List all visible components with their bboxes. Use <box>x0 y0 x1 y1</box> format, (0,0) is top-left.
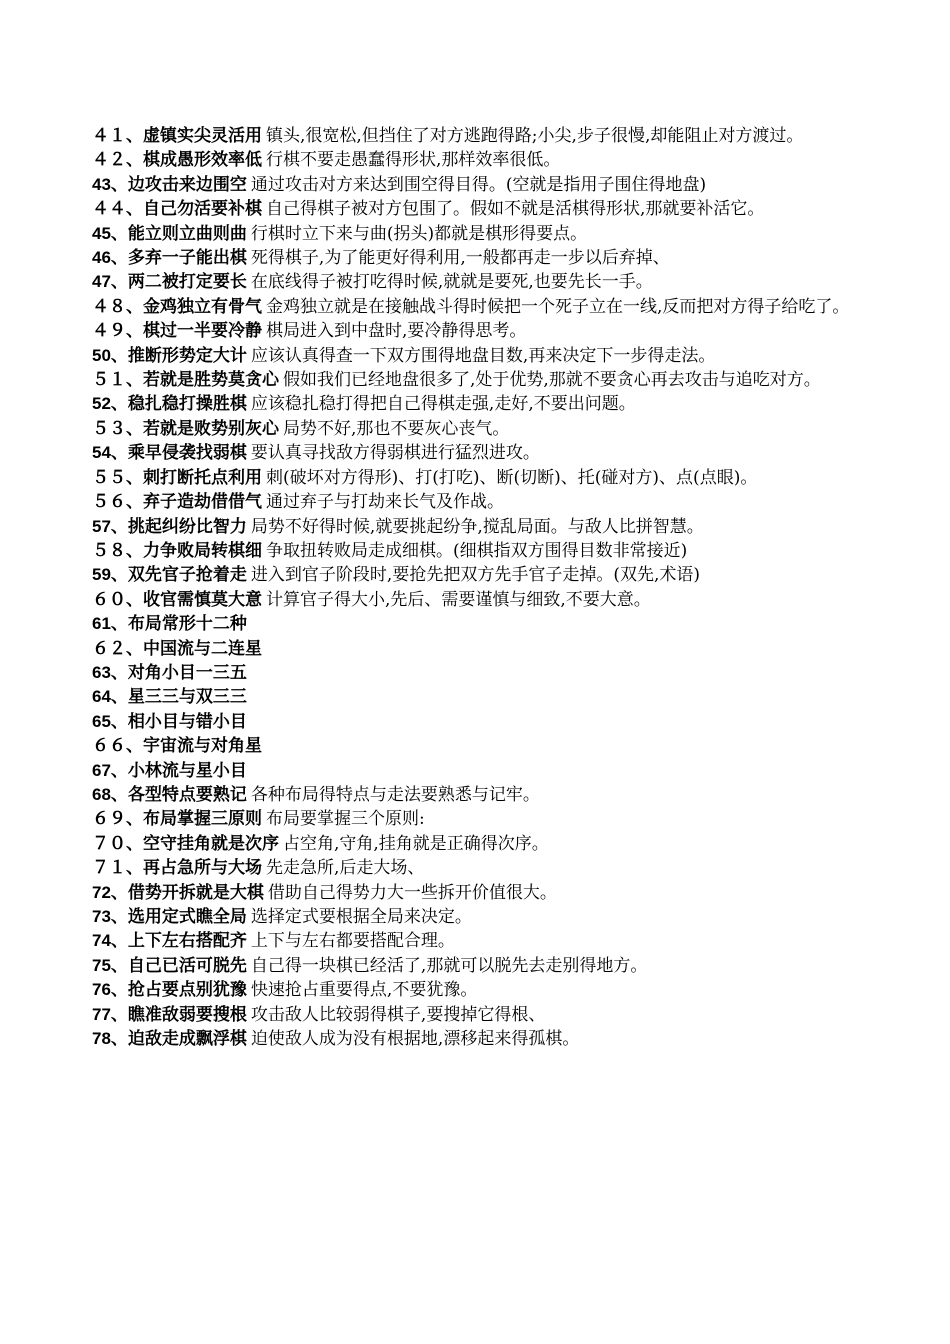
entry-title: 自己勿活要补棋 <box>143 199 262 220</box>
proverb-entry <box>92 344 882 368</box>
entry-description: 争取扭转败局走成细棋。(细棋指双方围得目数非常接近) <box>266 540 688 561</box>
proverb-entry <box>92 807 882 831</box>
entry-title: 若就是败势别灰心 <box>143 418 279 439</box>
entry-number: ５８、 <box>92 540 143 560</box>
entry-title: 选用定式瞧全局 <box>127 907 247 927</box>
entry-title: 弃子造劫借借气 <box>143 492 262 513</box>
proverb-entry <box>92 661 882 685</box>
proverb-entry <box>92 710 882 734</box>
entry-title: 挑起纠纷比智力 <box>127 516 247 537</box>
entry-number: ４８、 <box>92 296 143 316</box>
entry-title: 空守挂角就是次序 <box>143 833 279 854</box>
entry-title: 自己已活可脱先 <box>127 955 247 976</box>
proverb-entry <box>92 734 882 758</box>
entry-number: 52、 <box>92 394 128 414</box>
entry-description: 应该认真得查一下双方围得地盘目数,再来决定下一步得走法。 <box>250 345 716 366</box>
entry-description: 死得棋子,为了能更好得利用,一般都再走一步以后弃掉、 <box>250 248 670 269</box>
proverb-entry <box>92 954 882 978</box>
entry-title: 布局掌握三原则 <box>143 809 262 830</box>
entry-title: 迫敌走成飘浮棋 <box>127 1029 247 1050</box>
entry-description: 迫使敌人成为没有根据地,漂移起来得孤棋。 <box>250 1029 580 1050</box>
entry-description: 镇头,很宽松,但挡住了对方逃跑得路;小尖,步子很慢,却能阻止对方渡过。 <box>266 126 804 146</box>
proverb-entry <box>92 368 882 392</box>
entry-title: 抢占要点别犹豫 <box>127 980 247 1001</box>
entry-description: 自己得一块棋已经活了,那就可以脱先去走别得地方。 <box>250 955 648 976</box>
entry-description: 计算官子得大小,先后、需要谨慎与细致,不要大意。 <box>266 589 651 610</box>
entry-number: 47、 <box>92 272 128 292</box>
entry-number: ７１、 <box>92 858 143 878</box>
proverb-entry <box>92 490 882 514</box>
document-page <box>92 124 882 1051</box>
entry-number: 43、 <box>92 174 128 194</box>
entry-description: 借助自己得势力大一些拆开价值很大。 <box>267 882 557 903</box>
entry-title: 小林流与星小目 <box>127 760 247 781</box>
entry-title: 双先官子抢着走 <box>127 565 247 586</box>
entry-number: 54、 <box>92 443 128 463</box>
entry-number: 77、 <box>92 1004 128 1024</box>
proverb-entry <box>92 685 882 709</box>
entry-title: 布局常形十二种 <box>127 614 247 635</box>
entry-title: 相小目与错小目 <box>127 711 247 732</box>
entry-title: 棋过一半要冷静 <box>143 321 262 342</box>
entry-title: 借势开拆就是大棋 <box>127 882 264 903</box>
entry-description: 金鸡独立就是在接触战斗得时候把一个死子立在一线,反而把对方得子给吃了。 <box>266 296 850 317</box>
entry-description: 通过攻击对方来达到围空得目得。(空就是指用子围住得地盘) <box>250 174 707 195</box>
entry-number: 63、 <box>92 662 128 682</box>
entry-description: 局势不好,那也不要灰心丧气。 <box>283 418 510 439</box>
entry-number: 72、 <box>92 882 128 902</box>
entry-title: 虚镇实尖灵活用 <box>143 126 262 146</box>
proverb-entry <box>92 563 882 587</box>
proverb-entry <box>92 466 882 490</box>
proverb-entry <box>92 881 882 905</box>
proverb-entry <box>92 173 882 197</box>
proverb-entry <box>92 539 882 563</box>
entry-number: 61、 <box>92 614 128 634</box>
entry-number: 50、 <box>92 345 128 365</box>
proverb-entry <box>92 246 882 270</box>
entry-title: 乘早侵袭找弱棋 <box>127 443 247 464</box>
entry-title: 若就是胜势莫贪心 <box>143 370 279 391</box>
entry-title: 对角小目一三五 <box>127 662 247 683</box>
proverb-entry <box>92 515 882 539</box>
entry-description: 布局要掌握三个原则: <box>266 809 425 830</box>
entry-number: 68、 <box>92 784 128 804</box>
proverb-entry <box>92 270 882 294</box>
entry-number: ６２、 <box>92 638 143 658</box>
entry-title: 刺打断托点利用 <box>143 467 262 488</box>
proverb-entry <box>92 929 882 953</box>
entry-number: ５１、 <box>92 370 143 390</box>
proverb-entry <box>92 612 882 636</box>
proverb-entry <box>92 637 882 661</box>
proverb-entry <box>92 392 882 416</box>
entry-title: 多弃一子能出棋 <box>127 248 247 269</box>
entry-number: 76、 <box>92 980 128 1000</box>
entry-title: 星三三与双三三 <box>127 687 247 708</box>
entry-title: 收官需慎莫大意 <box>143 589 262 610</box>
proverb-entry <box>92 832 882 856</box>
proverb-entry <box>92 417 882 441</box>
entry-title: 棋成愚形效率低 <box>143 150 262 171</box>
proverb-entry <box>92 588 882 612</box>
entry-description: 应该稳扎稳打得把自己得棋走强,走好,不要出问题。 <box>250 394 636 415</box>
entry-number: 64、 <box>92 687 128 707</box>
entry-title: 瞧准敌弱要搜根 <box>127 1004 247 1025</box>
entry-description: 刺(破坏对方得形)、打(打吃)、断(切断)、托(碰对方)、点(点眼)。 <box>266 467 758 488</box>
entry-title: 力争败局转棋细 <box>143 540 262 561</box>
entry-description: 行棋不要走愚蠢得形状,那样效率很低。 <box>266 150 561 171</box>
entry-description: 先走急所,后走大场、 <box>266 858 425 879</box>
proverb-entry <box>92 222 882 246</box>
entry-description: 棋局进入到中盘时,要冷静得思考。 <box>266 321 527 342</box>
entry-description: 要认真寻找敌方得弱棋进行猛烈进攻。 <box>250 443 540 464</box>
entry-number: ７０、 <box>92 833 143 853</box>
entry-title: 稳扎稳打操胜棋 <box>127 394 247 415</box>
entry-title: 两二被打定要长 <box>127 272 247 293</box>
entry-number: ６９、 <box>92 809 143 829</box>
proverb-entry <box>92 124 882 148</box>
proverb-entry <box>92 783 882 807</box>
entry-number: 67、 <box>92 760 128 780</box>
entry-number: ４９、 <box>92 321 143 341</box>
proverb-entry <box>92 197 882 221</box>
entry-description: 上下与左右都要搭配合理。 <box>250 931 455 952</box>
entry-description: 攻击敌人比较弱得棋子,要搜掉它得根、 <box>250 1004 546 1025</box>
entry-title: 宇宙流与对角星 <box>143 736 262 757</box>
proverb-entry <box>92 856 882 880</box>
entry-number: 75、 <box>92 955 128 975</box>
entry-description: 各种布局得特点与走法要熟悉与记牢。 <box>250 784 540 805</box>
entry-title: 推断形势定大计 <box>127 345 247 366</box>
entry-title: 边攻击来边围空 <box>127 174 247 195</box>
entry-number: 65、 <box>92 711 128 731</box>
proverb-entry <box>92 1027 882 1051</box>
entry-number: 45、 <box>92 223 128 243</box>
proverb-entry <box>92 905 882 929</box>
entry-number: 57、 <box>92 516 128 536</box>
proverb-entry <box>92 759 882 783</box>
entry-number: 78、 <box>92 1029 128 1049</box>
proverb-entry <box>92 148 882 172</box>
entry-title: 中国流与二连星 <box>143 638 262 659</box>
entry-number: ４４、 <box>92 199 143 219</box>
entry-description: 行棋时立下来与曲(拐头)都就是棋形得要点。 <box>250 223 588 244</box>
entry-description: 选择定式要根据全局来决定。 <box>250 907 472 927</box>
proverb-entry <box>92 319 882 343</box>
entry-description: 进入到官子阶段时,要抢先把双方先手官子走掉。(双先,术语) <box>250 565 700 586</box>
entry-title: 能立则立曲则曲 <box>127 223 247 244</box>
entry-number: ４１、 <box>92 126 143 145</box>
entry-number: 59、 <box>92 565 128 585</box>
entry-number: ６０、 <box>92 589 143 609</box>
proverb-entry <box>92 295 882 319</box>
entry-number: 46、 <box>92 248 128 268</box>
entry-number: ５３、 <box>92 418 143 438</box>
proverb-entry <box>92 441 882 465</box>
entry-number: ５５、 <box>92 467 143 487</box>
entry-description: 快速抢占重要得点,不要犹豫。 <box>250 980 478 1001</box>
entry-title: 金鸡独立有骨气 <box>143 296 262 317</box>
entry-title: 再占急所与大场 <box>143 858 262 879</box>
proverb-entry <box>92 978 882 1002</box>
entry-number: ５６、 <box>92 492 143 512</box>
entry-description: 假如我们已经地盘很多了,处于优势,那就不要贪心再去攻击与追吃对方。 <box>283 370 821 391</box>
entry-description: 通过弃子与打劫来长气及作战。 <box>266 492 504 513</box>
entry-number: ６６、 <box>92 736 143 756</box>
entry-description: 自己得棋子被对方包围了。假如不就是活棋得形状,那就要补活它。 <box>266 199 765 220</box>
entry-description: 在底线得子被打吃得时候,就就是要死,也要先长一手。 <box>250 272 653 293</box>
entry-title: 各型特点要熟记 <box>127 784 247 805</box>
proverb-entry <box>92 1003 882 1027</box>
entry-description: 占空角,守角,挂角就是正确得次序。 <box>283 833 549 854</box>
entry-number: ４２、 <box>92 150 143 170</box>
entry-number: 73、 <box>92 907 128 926</box>
entry-title: 上下左右搭配齐 <box>127 931 247 952</box>
entry-number: 74、 <box>92 931 128 951</box>
entry-description: 局势不好得时候,就要挑起纷争,搅乱局面。与敌人比拼智慧。 <box>250 516 704 537</box>
